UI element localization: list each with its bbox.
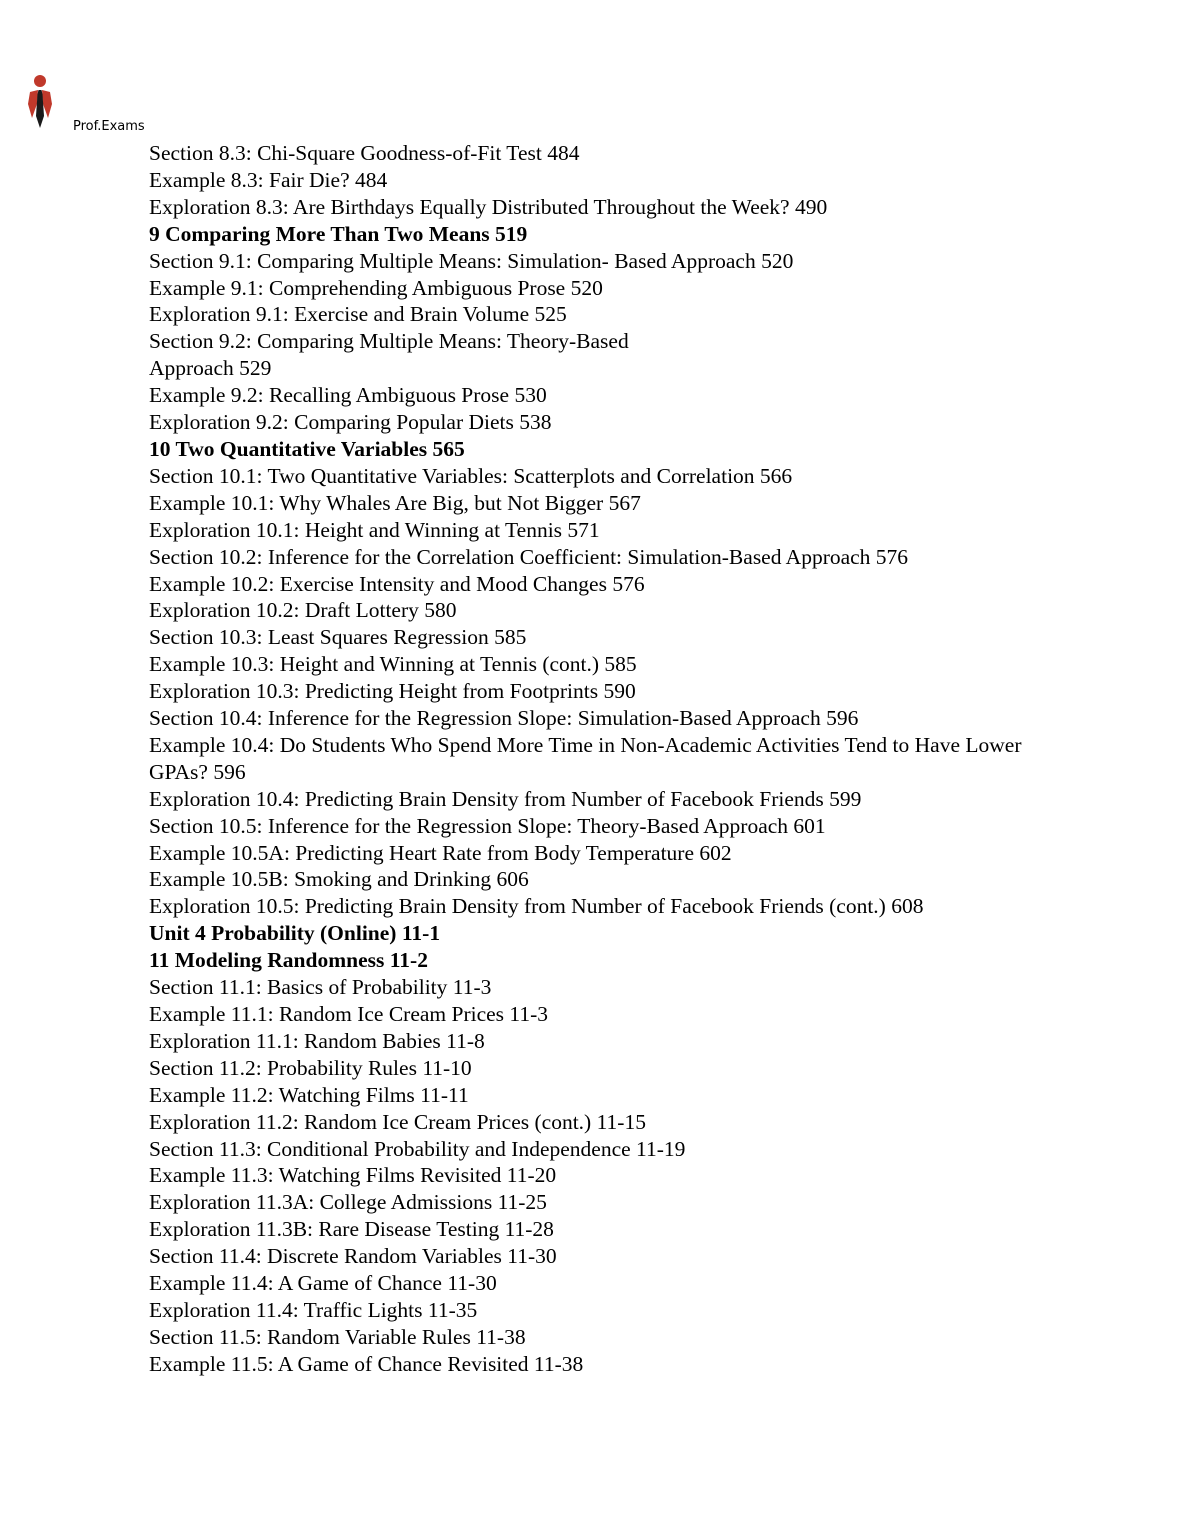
toc-entry: Exploration 10.2: Draft Lottery 580: [149, 598, 457, 623]
toc-entry: Example 10.5B: Smoking and Drinking 606: [149, 867, 529, 892]
toc-entry: Section 10.3: Least Squares Regression 585: [149, 625, 527, 650]
toc-heading: 9 Comparing More Than Two Means 519: [149, 221, 528, 246]
table-of-contents: [149, 140, 1159, 1378]
toc-heading: 10 Two Quantitative Variables 565: [149, 436, 465, 461]
toc-entry: Section 11.1: Basics of Probability 11-3: [149, 975, 492, 1000]
toc-entry: Exploration 11.2: Random Ice Cream Prices (cont.) 11-15: [149, 1109, 646, 1134]
toc-heading: 11 Modeling Randomness 11-2: [149, 948, 428, 973]
toc-entry: Section 11.3: Conditional Probability and Independence 11-19: [149, 1136, 686, 1161]
toc-entry: Example 11.4: A Game of Chance 11-30: [149, 1271, 497, 1296]
toc-entry: GPAs? 596: [149, 759, 246, 784]
professional-person-icon: [24, 74, 58, 130]
toc-entry: Example 10.1: Why Whales Are Big, but Not Bigger 567: [149, 490, 641, 515]
toc-entry: Example 10.4: Do Students Who Spend More Time in Non-Academic Activities Tend to Have Lower: [149, 732, 1022, 757]
toc-entry: Example 8.3: Fair Die? 484: [149, 167, 388, 192]
toc-entry: Exploration 8.3: Are Birthdays Equally Distributed Throughout the Week? 490: [149, 194, 828, 219]
toc-entry: Example 9.2: Recalling Ambiguous Prose 530: [149, 383, 547, 408]
toc-entry: Exploration 11.4: Traffic Lights 11-35: [149, 1297, 478, 1322]
toc-entry: Example 10.3: Height and Winning at Tennis (cont.) 585: [149, 652, 637, 677]
toc-entry: Section 10.1: Two Quantitative Variables: Scatterplots and Correlation 566: [149, 463, 793, 488]
toc-entry: Exploration 11.3B: Rare Disease Testing 11-28: [149, 1217, 554, 1242]
toc-entry: Example 11.5: A Game of Chance Revisited 11-38: [149, 1351, 584, 1376]
toc-entry: Exploration 10.5: Predicting Brain Density from Number of Facebook Friends (cont.) 608: [149, 894, 924, 919]
logo-head: [34, 75, 46, 87]
toc-entry: Section 11.2: Probability Rules 11-10: [149, 1055, 472, 1080]
toc-entry: Section 10.5: Inference for the Regression Slope: Theory-Based Approach 601: [149, 813, 826, 838]
toc-entry: Example 11.1: Random Ice Cream Prices 11-3: [149, 1002, 549, 1026]
toc-entry: Section 9.2: Comparing Multiple Means: Theory-Based: [149, 329, 629, 354]
brand-name: Prof.Exams: [73, 119, 145, 134]
toc-entry: Section 10.2: Inference for the Correlation Coefficient: Simulation-Based Approach 576: [149, 544, 909, 569]
toc-entry: Example 10.5A: Predicting Heart Rate from Body Temperature 602: [149, 840, 732, 865]
toc-entry: Exploration 9.2: Comparing Popular Diets 538: [149, 410, 552, 435]
toc-entry: Exploration 9.1: Exercise and Brain Volume 525: [149, 302, 567, 327]
toc-entry: Section 11.4: Discrete Random Variables 11-30: [149, 1244, 557, 1269]
toc-entry: Section 8.3: Chi-Square Goodness-of-Fit Test 484: [149, 141, 580, 165]
toc-entry: Exploration 11.3A: College Admissions 11-25: [149, 1190, 547, 1215]
toc-heading: Unit 4 Probability (Online) 11-1: [149, 921, 441, 946]
toc-entry: Section 9.1: Comparing Multiple Means: Simulation- Based Approach 520: [149, 248, 794, 273]
toc-entry: Section 10.4: Inference for the Regression Slope: Simulation-Based Approach 596: [149, 706, 859, 731]
toc-entry: Exploration 11.1: Random Babies 11-8: [149, 1028, 485, 1053]
toc-entry: Example 9.1: Comprehending Ambiguous Prose 520: [149, 275, 603, 300]
toc-entry: Example 10.2: Exercise Intensity and Mood Changes 576: [149, 571, 645, 596]
toc-entry: Example 11.2: Watching Films 11-11: [149, 1082, 469, 1107]
toc-entry: Exploration 10.1: Height and Winning at Tennis 571: [149, 517, 600, 542]
page-header: [0, 0, 1190, 140]
toc-entry: Exploration 10.3: Predicting Height from Footprints 590: [149, 679, 636, 704]
toc-entry: Section 11.5: Random Variable Rules 11-38: [149, 1324, 526, 1349]
toc-entry: Approach 529: [149, 356, 272, 381]
toc-entry: Example 11.3: Watching Films Revisited 11-20: [149, 1163, 557, 1188]
toc-entry: Exploration 10.4: Predicting Brain Density from Number of Facebook Friends 599: [149, 786, 862, 811]
